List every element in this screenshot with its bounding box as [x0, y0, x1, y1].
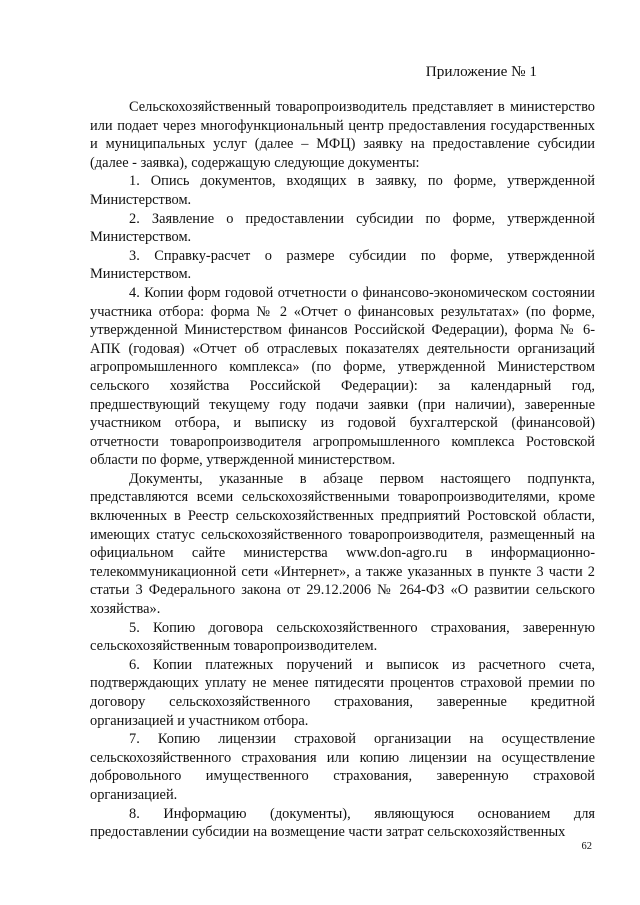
paragraph-item-5: 5. Копию договора сельскохозяйственного страхования, заверенную сельскохозяйственным товаропроизводителем.	[90, 619, 595, 655]
paragraph-item-2: 2. Заявление о предоставлении субсидии по форме, утвержденной Министерством.	[90, 210, 595, 246]
paragraph-item-7: 7. Копию лицензии страховой организации на осуществление сельскохозяйственного страхования или копию лицензии на осуществление добровольного имущественного страхования, заверенную страховой организацией.	[90, 731, 595, 803]
paragraph-item-6: 6. Копии платежных поручений и выписок из расчетного счета, подтверждающих уплату не менее пятидесяти процентов страховой премии по договору сельскохозяйственного страхования, заверенные кредитной организацией и участником отбора.	[90, 656, 595, 729]
paragraph-item-1: 1. Опись документов, входящих в заявку, по форме, утвержденной Министерством.	[90, 173, 595, 208]
paragraph-intro: Сельскохозяйственный товаропроизводитель представляет в министерство или подает через многофункциональный центр предоставления государственных и муниципальных услуг (далее – МФЦ) заявку на предоставление субсидии (далее - заявка), содержащую следующие документы:	[90, 99, 595, 171]
paragraph-item-4-note: Документы, указанные в абзаце первом настоящего подпункта, представляются всеми сельскохозяйственными товаропроизводителями, кроме включенных в Реестр сельскохозяйственных предприятий Ростовской области, имеющих статус сельскохозяйственного товаропроизводителя, размещенный на официальном сайте министерства www.don-agro.ru в информационно-телекоммуникационной сети «Интернет», а также указанных в пункте 3 части 2 статьи 3 Федерального закона от 29.12.2006 № 264-ФЗ «О развитии сельского хозяйства».	[90, 470, 595, 618]
document-body	[90, 98, 595, 842]
appendix-title: Приложение № 1	[425, 63, 537, 80]
page-number: 62	[581, 841, 592, 852]
paragraph-item-8: 8. Информацию (документы), являющуюся основанием для предоставлении субсидии на возмещение части затрат сельскохозяйственных	[90, 805, 595, 841]
paragraph-item-3: 3. Справку-расчет о размере субсидии по форме, утвержденной Министерством.	[90, 247, 595, 283]
paragraph-item-4: 4. Копии форм годовой отчетности о финансово-экономическом состоянии участника отбора: форма № 2 «Отчет о финансовых результатах» (по форме, утвержденной Министерством финансов Российской Федерации), форма № 6-АПК (годовая) «Отчет об отраслевых показателях деятельности организаций агропромышленного комплекса» (по форме, утвержденной Министерством сельского хозяйства Российской Федерации): за календарный год, предшествующий текущему году подачи заявки (при наличии), заверенные участником отбора, и выписку из годовой бухгалтерской (финансовой) отчетности товаропроизводителя агропромышленного комплекса Ростовской области по форме, утвержденной министерством.	[90, 284, 595, 469]
